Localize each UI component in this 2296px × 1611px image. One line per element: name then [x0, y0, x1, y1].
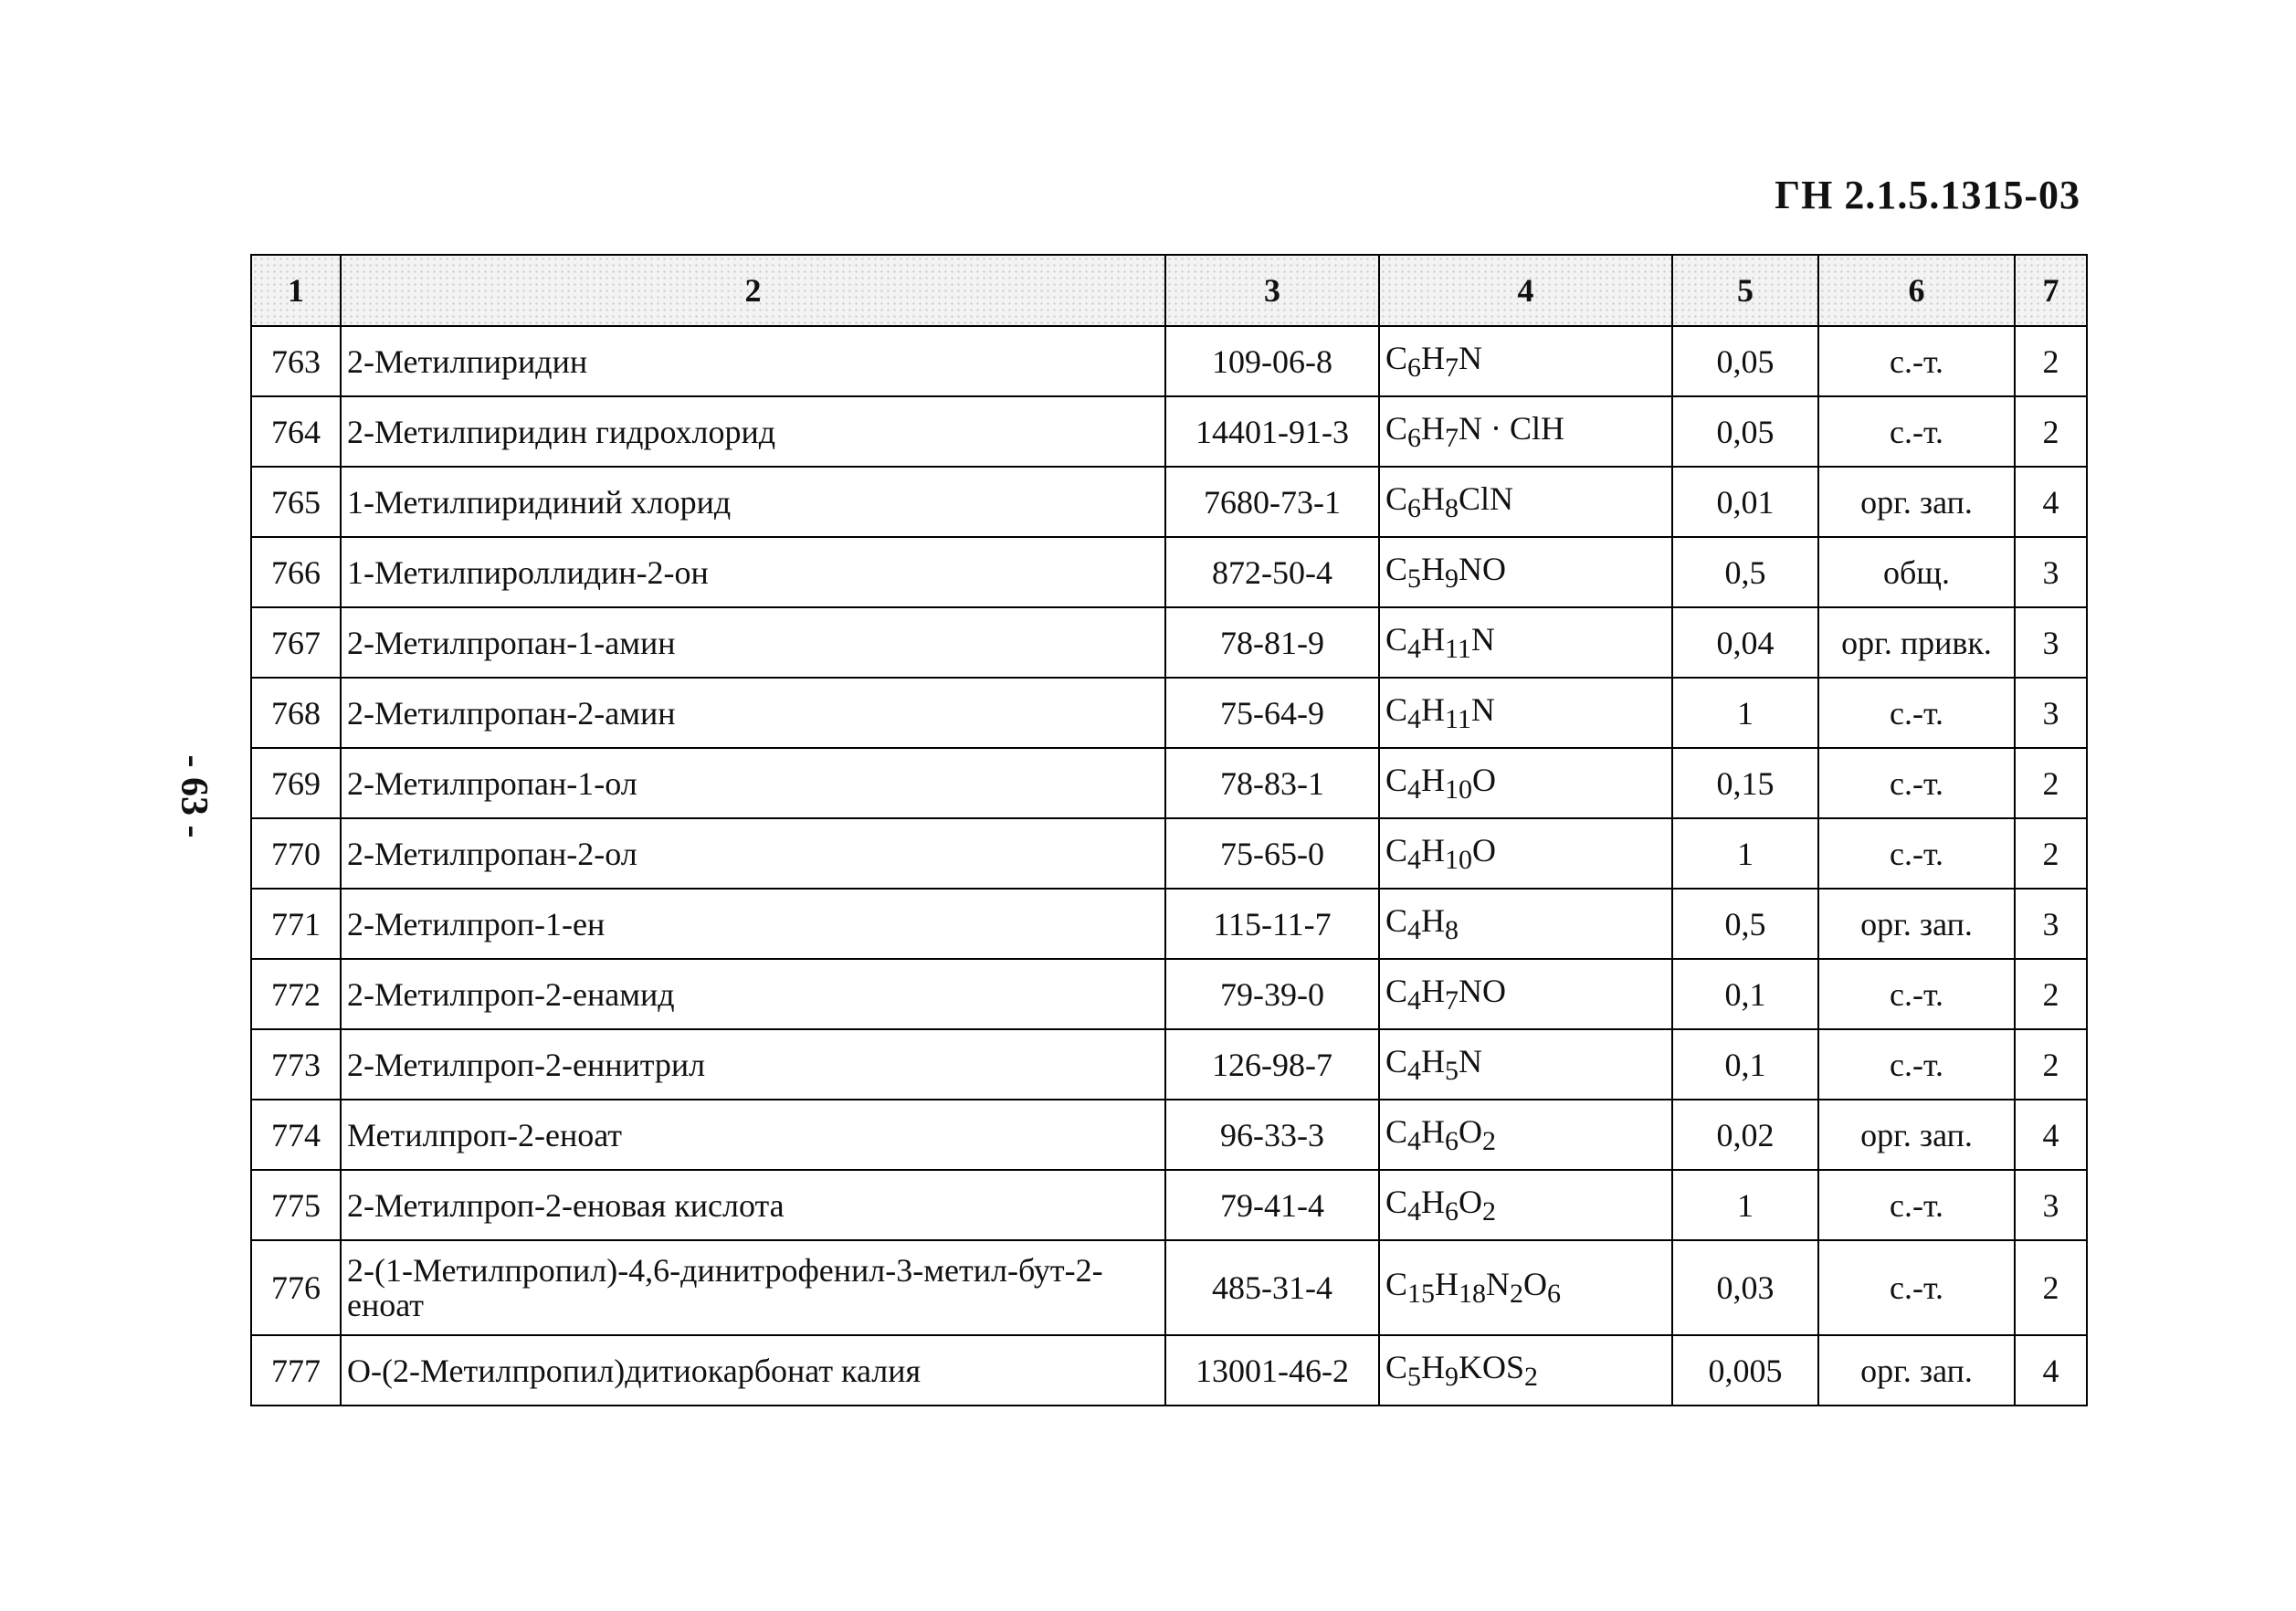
row-number: 768 [251, 678, 341, 748]
substance-name: 2-Метилпроп-2-еннитрил [341, 1029, 1165, 1100]
table-row [251, 1100, 2087, 1170]
table-row [251, 467, 2087, 537]
page-number: - 63 - [173, 754, 215, 838]
row-number: 774 [251, 1100, 341, 1170]
chemical-formula: $C_4H_6O_2$ [1379, 1100, 1672, 1170]
hazard-class: 2 [2015, 959, 2087, 1029]
hazard-indicator: с.-т. [1818, 1029, 2015, 1100]
chemical-formula: $C_4H_7NO$ [1379, 959, 1672, 1029]
concentration-value: 0,02 [1672, 1100, 1818, 1170]
hazard-class: 4 [2015, 467, 2087, 537]
row-number: 769 [251, 748, 341, 818]
hazard-class: 2 [2015, 1240, 2087, 1335]
concentration-value: 0,1 [1672, 1029, 1818, 1100]
row-number: 771 [251, 889, 341, 959]
substance-name: 1-Метилпиридиний хлорид [341, 467, 1165, 537]
hazard-indicator: орг. зап. [1818, 467, 2015, 537]
row-number: 766 [251, 537, 341, 607]
hazard-indicator: с.-т. [1818, 818, 2015, 889]
hazard-indicator: орг. зап. [1818, 1335, 2015, 1406]
cas-number: 7680-73-1 [1165, 467, 1379, 537]
table-row [251, 818, 2087, 889]
chemical-formula: $C_4H_{11}N$ [1379, 678, 1672, 748]
cas-number: 109-06-8 [1165, 326, 1379, 396]
hazard-class: 4 [2015, 1335, 2087, 1406]
row-number: 777 [251, 1335, 341, 1406]
substance-name: 2-Метилпроп-2-еновая кислота [341, 1170, 1165, 1240]
cas-number: 78-83-1 [1165, 748, 1379, 818]
hazard-class: 3 [2015, 889, 2087, 959]
substance-name: Метилпроп-2-еноат [341, 1100, 1165, 1170]
column-header: 4 [1379, 255, 1672, 326]
table-row [251, 889, 2087, 959]
hazard-indicator: орг. зап. [1818, 1100, 2015, 1170]
column-header: 3 [1165, 255, 1379, 326]
chemical-formula: $C_5H_9NO$ [1379, 537, 1672, 607]
chemical-formula: $C_4H_6O_2$ [1379, 1170, 1672, 1240]
hazard-class: 2 [2015, 748, 2087, 818]
chemical-formula: $C_5H_9KOS_2$ [1379, 1335, 1672, 1406]
table-row [251, 959, 2087, 1029]
hazard-class: 3 [2015, 607, 2087, 678]
chemical-formula: $C_4H_{10}O$ [1379, 748, 1672, 818]
substance-name: 2-Метилпиридин [341, 326, 1165, 396]
concentration-value: 1 [1672, 818, 1818, 889]
cas-number: 14401-91-3 [1165, 396, 1379, 467]
table-row [251, 1335, 2087, 1406]
cas-number: 79-41-4 [1165, 1170, 1379, 1240]
hazard-indicator: с.-т. [1818, 1240, 2015, 1335]
table-row [251, 326, 2087, 396]
substances-table [250, 254, 2088, 1406]
substance-name: 2-Метилпропан-2-ол [341, 818, 1165, 889]
table-row [251, 678, 2087, 748]
row-number: 775 [251, 1170, 341, 1240]
hazard-class: 3 [2015, 1170, 2087, 1240]
hazard-indicator: с.-т. [1818, 959, 2015, 1029]
concentration-value: 0,01 [1672, 467, 1818, 537]
row-number: 770 [251, 818, 341, 889]
cas-number: 126-98-7 [1165, 1029, 1379, 1100]
hazard-class: 2 [2015, 818, 2087, 889]
hazard-indicator: с.-т. [1818, 1170, 2015, 1240]
hazard-indicator: общ. [1818, 537, 2015, 607]
chemical-formula: $C_{15}H_{18}N_2O_6$ [1379, 1240, 1672, 1335]
cas-number: 75-65-0 [1165, 818, 1379, 889]
document-code: ГН 2.1.5.1315-03 [1775, 173, 2080, 217]
chemical-formula: $C_6H_7N$ [1379, 326, 1672, 396]
substance-name: 2-(1-Метилпропил)-4,6-динитрофенил-3-метил-бут-2-еноат [341, 1240, 1165, 1335]
concentration-value: 0,04 [1672, 607, 1818, 678]
substance-name: 2-Метилпроп-2-енамид [341, 959, 1165, 1029]
cas-number: 115-11-7 [1165, 889, 1379, 959]
cas-number: 79-39-0 [1165, 959, 1379, 1029]
table-row [251, 607, 2087, 678]
hazard-indicator: с.-т. [1818, 396, 2015, 467]
cas-number: 13001-46-2 [1165, 1335, 1379, 1406]
concentration-value: 0,05 [1672, 396, 1818, 467]
row-number: 776 [251, 1240, 341, 1335]
concentration-value: 0,5 [1672, 537, 1818, 607]
row-number: 772 [251, 959, 341, 1029]
column-header: 5 [1672, 255, 1818, 326]
hazard-indicator: с.-т. [1818, 326, 2015, 396]
table-row [251, 1170, 2087, 1240]
column-header: 6 [1818, 255, 2015, 326]
chemical-formula: $C_4H_{10}O$ [1379, 818, 1672, 889]
table-row [251, 396, 2087, 467]
chemical-formula: $C_4H_8$ [1379, 889, 1672, 959]
chemical-formula: $C_4H_{11}N$ [1379, 607, 1672, 678]
hazard-class: 3 [2015, 678, 2087, 748]
concentration-value: 0,005 [1672, 1335, 1818, 1406]
cas-number: 78-81-9 [1165, 607, 1379, 678]
substance-name: 2-Метилпропан-2-амин [341, 678, 1165, 748]
substance-name: 2-Метилпропан-1-амин [341, 607, 1165, 678]
header-row [251, 255, 2087, 326]
cas-number: 75-64-9 [1165, 678, 1379, 748]
chemical-formula: $C_6H_7N$ · ClH [1379, 396, 1672, 467]
table-row [251, 1240, 2087, 1335]
concentration-value: 0,15 [1672, 748, 1818, 818]
table-row [251, 1029, 2087, 1100]
chemical-formula: $C_6H_8ClN$ [1379, 467, 1672, 537]
chemical-formula: $C_4H_5N$ [1379, 1029, 1672, 1100]
row-number: 773 [251, 1029, 341, 1100]
hazard-class: 3 [2015, 537, 2087, 607]
hazard-indicator: орг. привк. [1818, 607, 2015, 678]
concentration-value: 0,03 [1672, 1240, 1818, 1335]
hazard-indicator: с.-т. [1818, 748, 2015, 818]
hazard-class: 4 [2015, 1100, 2087, 1170]
hazard-class: 2 [2015, 326, 2087, 396]
hazard-class: 2 [2015, 1029, 2087, 1100]
concentration-value: 1 [1672, 678, 1818, 748]
concentration-value: 0,05 [1672, 326, 1818, 396]
substance-name: 1-Метилпироллидин-2-он [341, 537, 1165, 607]
table-row [251, 537, 2087, 607]
column-header: 1 [251, 255, 341, 326]
table-body [251, 326, 2087, 1406]
hazard-indicator: орг. зап. [1818, 889, 2015, 959]
concentration-value: 1 [1672, 1170, 1818, 1240]
hazard-class: 2 [2015, 396, 2087, 467]
column-header: 2 [341, 255, 1165, 326]
row-number: 767 [251, 607, 341, 678]
concentration-value: 0,5 [1672, 889, 1818, 959]
row-number: 763 [251, 326, 341, 396]
cas-number: 96-33-3 [1165, 1100, 1379, 1170]
hazard-indicator: с.-т. [1818, 678, 2015, 748]
row-number: 764 [251, 396, 341, 467]
substance-name: 2-Метилпропан-1-ол [341, 748, 1165, 818]
column-header: 7 [2015, 255, 2087, 326]
cas-number: 485-31-4 [1165, 1240, 1379, 1335]
substance-name: O-(2-Метилпропил)дитиокарбонат калия [341, 1335, 1165, 1406]
cas-number: 872-50-4 [1165, 537, 1379, 607]
row-number: 765 [251, 467, 341, 537]
table-row [251, 748, 2087, 818]
substance-name: 2-Метилпиридин гидрохлорид [341, 396, 1165, 467]
substance-name: 2-Метилпроп-1-ен [341, 889, 1165, 959]
concentration-value: 0,1 [1672, 959, 1818, 1029]
